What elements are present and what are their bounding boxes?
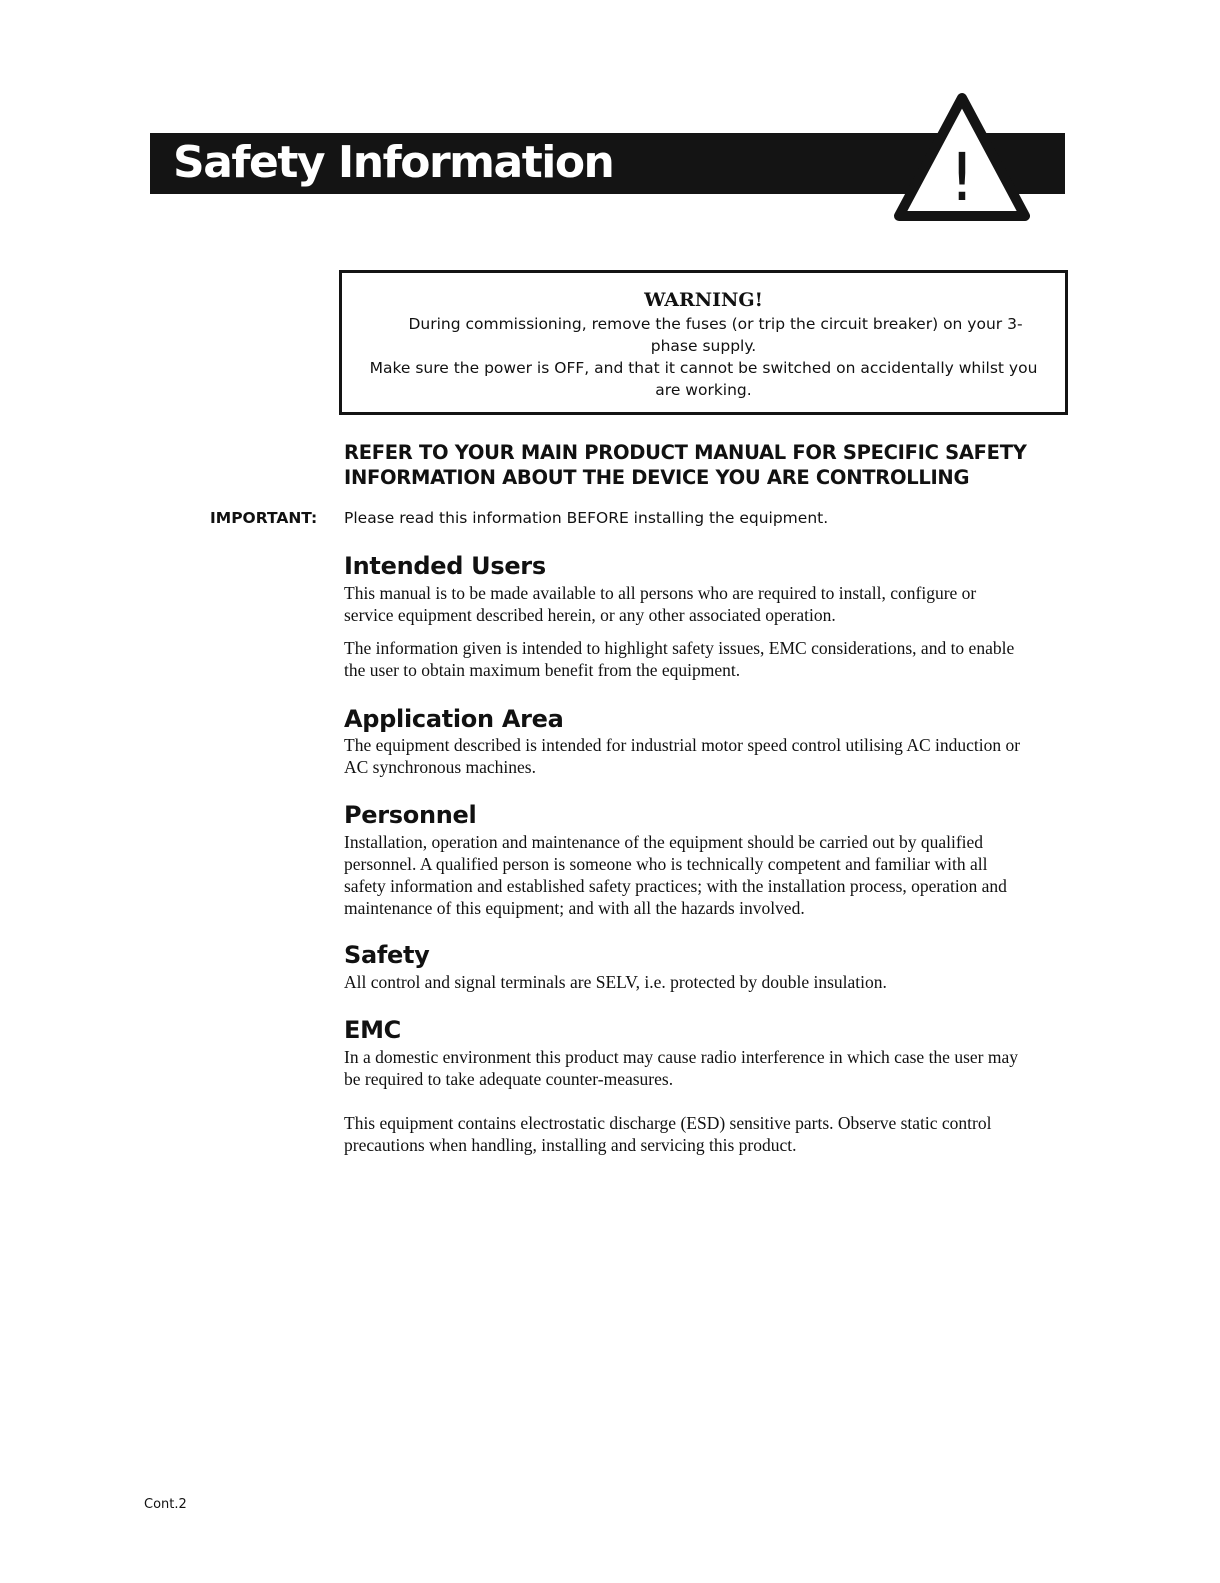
warning-line: Make sure the power is OFF, and that it cannot be switched on accidentally whilst you xyxy=(369,359,1038,377)
page-number: Cont.2 xyxy=(144,1497,187,1512)
paragraph-line: This equipment contains electrostatic discharge (ESD) sensitive parts. Observe static control xyxy=(344,1113,992,1133)
refer-line: INFORMATION ABOUT THE DEVICE YOU ARE CONTROLLING xyxy=(344,466,970,489)
paragraph-line: AC synchronous machines. xyxy=(344,757,536,777)
warning-line: are working. xyxy=(655,381,752,399)
section-heading-personnel: Personnel xyxy=(344,801,477,829)
paragraph-line: All control and signal terminals are SELV, i.e. protected by double insulation. xyxy=(344,972,887,992)
paragraph-line: Installation, operation and maintenance of the equipment should be carried out by qualified xyxy=(344,832,984,852)
paragraph-line: service equipment described herein, or any other associated operation. xyxy=(344,605,836,625)
warning-exclamation: ! xyxy=(948,139,976,216)
paragraph-line: This manual is to be made available to all persons who are required to install, configure or xyxy=(344,583,977,603)
section-heading-emc: EMC xyxy=(344,1016,401,1044)
warning-line: During commissioning, remove the fuses (or trip the circuit breaker) on your 3- xyxy=(408,315,1023,333)
warning-triangle-icon xyxy=(893,92,1031,224)
paragraph-line: The equipment described is intended for industrial motor speed control utilising AC induction or xyxy=(344,735,1021,755)
paragraph-line: the user to obtain maximum benefit from the equipment. xyxy=(344,660,741,680)
important-text: Please read this information BEFORE installing the equipment. xyxy=(344,509,829,527)
paragraph-line: be required to take adequate counter-measures. xyxy=(344,1069,674,1089)
page-title: Safety Information xyxy=(173,137,614,188)
section-heading-intended-users: Intended Users xyxy=(344,552,546,580)
paragraph-line: personnel. A qualified person is someone who is technically competent and familiar with all xyxy=(344,854,988,874)
paragraph-line: The information given is intended to highlight safety issues, EMC considerations, and to enable xyxy=(344,638,1015,658)
paragraph-line: precautions when handling, installing and servicing this product. xyxy=(344,1135,797,1155)
warning-title: WARNING! xyxy=(644,289,763,311)
paragraph-line: In a domestic environment this product may cause radio interference in which case the user may xyxy=(344,1047,1018,1067)
paragraph-line: safety information and established safety practices; with the installation process, operation and xyxy=(344,876,1007,896)
warning-box xyxy=(339,270,1068,415)
warning-line: phase supply. xyxy=(650,337,757,355)
important-label: IMPORTANT: xyxy=(210,509,318,527)
section-heading-safety: Safety xyxy=(344,941,430,969)
refer-notice xyxy=(344,440,1074,490)
paragraph-line: maintenance of this equipment; and with all the hazards involved. xyxy=(344,898,805,918)
section-heading-application-area: Application Area xyxy=(344,705,564,733)
refer-line: REFER TO YOUR MAIN PRODUCT MANUAL FOR SPECIFIC SAFETY xyxy=(344,441,1027,464)
